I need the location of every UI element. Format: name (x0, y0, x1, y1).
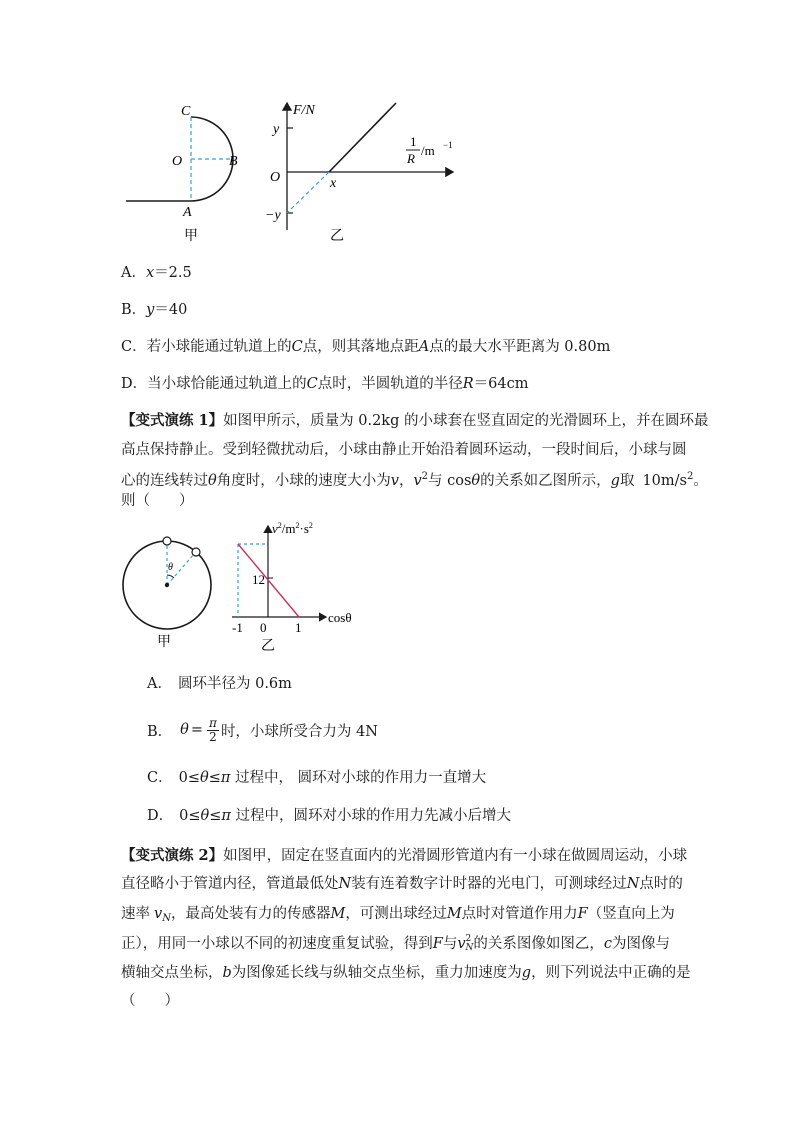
center-dot (165, 583, 169, 587)
origin-label: O (270, 170, 281, 185)
var-c: c (603, 936, 613, 952)
ex2-text: 为图像与 (612, 936, 671, 952)
ex1-line-1 (121, 410, 708, 432)
ex1-line-3 (121, 466, 708, 492)
ex1-text: 与 cos (428, 473, 472, 489)
ex1-text: ， (398, 473, 414, 489)
tick-12-label: 12 (252, 572, 265, 587)
sup: 2 (295, 521, 300, 530)
figure-jia-ring (115, 528, 225, 653)
ex2-line-6 (121, 990, 179, 1012)
sub-n: N (162, 913, 171, 924)
var-pi: π (221, 808, 231, 824)
figure-yi-graph (258, 95, 468, 250)
option-letter: C． (121, 339, 147, 355)
ex1-line-2 (121, 439, 687, 461)
var-v: v (457, 936, 466, 952)
ex2-text: （竖直向上为 (587, 906, 675, 922)
figure-yi-v2-cos (222, 520, 372, 655)
var-c: C (306, 376, 318, 392)
option-text: 过程中，圆环对小球的作用力先减小后增大 (230, 808, 512, 824)
graph-line-solid (329, 103, 396, 172)
option-d-2[interactable] (147, 805, 511, 827)
tick-x-label: x (330, 176, 337, 191)
tick-neg1-label: -1 (232, 620, 243, 635)
ex2-text: 直径略小于管道内径，管道最低处 (121, 876, 339, 892)
tick-1-label: 1 (295, 620, 302, 635)
var-m: M (330, 906, 346, 922)
ex1-text: 高点保持静止。受到轻微扰动后，小球由静止开始沿着圆环运动，一段时间后，小球与圆 (121, 442, 687, 458)
option-c-2[interactable] (147, 767, 486, 789)
ex2-text: 正），用同一小球以不同的初速度重复试验，得到 (121, 936, 433, 952)
option-text: 圆环半径为 0.6m (177, 676, 292, 692)
ex1-text: 取 (619, 473, 635, 489)
unit-s: ·s (299, 521, 309, 536)
label-o: O (172, 154, 183, 169)
tick-y-label: y (273, 122, 280, 137)
option-a-1[interactable] (121, 262, 192, 284)
option-text: 点，则其落地点距 (302, 339, 419, 355)
option-letter: C． (147, 770, 173, 786)
var-a: A (418, 339, 430, 355)
range-text: ≤ (209, 808, 222, 824)
ex1-tag: 【变式演练 1】 (121, 412, 224, 429)
ex1-text: 角度时，小球的速度大小为 (216, 473, 391, 489)
var-x: x (145, 265, 155, 281)
sup-2: 2 (421, 471, 429, 482)
option-text: ＝2.5 (154, 265, 192, 281)
var-c: C (291, 339, 303, 355)
ex2-line-2 (121, 873, 683, 895)
var-m: M (446, 906, 462, 922)
ex2-text: 点时的 (639, 876, 683, 892)
var-theta: θ (180, 722, 189, 738)
equals-sign: = (190, 722, 204, 738)
ex1-line-4 (121, 490, 194, 512)
label-b: B (229, 154, 238, 169)
option-letter: B． (147, 723, 173, 740)
ex2-text: 装有连着数字计时器的光电门，可测球经过 (351, 876, 627, 892)
axis-x-den: R (407, 151, 415, 166)
v-letter: v (272, 521, 278, 536)
option-text: 时，小球所受合力为 4N (220, 723, 378, 740)
ex1-text: 。 (693, 473, 708, 489)
theta-label: θ (168, 562, 173, 573)
sub-n: N (465, 943, 474, 953)
fraction-pi-over-2 (207, 717, 219, 744)
axis-x-num: 1 (410, 134, 417, 149)
tick-neg-y-label: −y (265, 208, 281, 223)
sup: 2 (308, 521, 313, 530)
option-d-1[interactable] (121, 373, 529, 395)
answer-bracket: （ ） (121, 993, 179, 1009)
range-text: 0≤ (179, 808, 201, 824)
axis-y-label-v (272, 521, 313, 536)
axis-x-exp: −1 (443, 140, 453, 150)
var-theta: θ (208, 473, 217, 489)
ex2-text: ，最高处装有力的传感器 (170, 906, 331, 922)
axis-x-label-cos: cosθ (328, 610, 352, 625)
option-b-1[interactable] (121, 299, 187, 321)
option-a-2[interactable] (147, 673, 292, 695)
option-text: 点时，半圆轨道的半径 (317, 376, 463, 392)
var-theta: θ (200, 808, 210, 824)
ball-top (163, 537, 171, 545)
sup-2: 2 (465, 934, 472, 944)
option-letter: A． (121, 265, 146, 281)
ball-moved (192, 548, 200, 556)
option-letter: D． (147, 808, 174, 824)
ex2-text: 速率 (121, 906, 150, 922)
ex2-text: 如图甲，固定在竖直面内的光滑圆形管道内有一小球在做圆周运动，小球 (223, 848, 688, 864)
ex1-text: 如图甲所示，质量为 0.2kg 的小球套在竖直固定的光滑圆环上，并在圆环最 (223, 413, 709, 429)
option-letter: D． (121, 376, 148, 392)
var-v: v (154, 906, 163, 922)
graph-line-dashed (287, 172, 329, 213)
caption-jia: 甲 (184, 229, 198, 244)
ex1-text: 的关系如乙图所示， (480, 473, 611, 489)
option-letter: A． (147, 676, 172, 692)
frac-num: π (209, 715, 217, 730)
ex2-line-4 (121, 933, 670, 955)
option-text: 过程中， 圆环对小球的作用力一直增大 (230, 770, 487, 786)
unit-m: /m (281, 521, 296, 536)
ex2-tag: 【变式演练 2】 (121, 847, 224, 864)
figure-jia-track (118, 98, 281, 248)
option-text: 当小球恰能通过轨道上的 (147, 376, 307, 392)
option-text: ＝40 (154, 302, 188, 318)
ex2-text: 横轴交点坐标， (121, 965, 223, 981)
caption-yi: 乙 (330, 229, 344, 244)
var-n: N (626, 876, 640, 892)
ex2-text: ，可测出球经过 (345, 906, 447, 922)
answer-bracket: 则（ ） (121, 493, 194, 509)
ex2-text: 点时对管道作用力 (461, 906, 578, 922)
range-text: 0≤ (178, 770, 200, 786)
var-theta: θ (199, 770, 209, 786)
axis-y-label: F/N (293, 103, 315, 118)
var-r: R (462, 376, 474, 392)
var-n: N (338, 876, 352, 892)
sup-2: 2 (686, 471, 694, 482)
ex2-line-5 (121, 962, 691, 984)
var-g: g (521, 965, 532, 981)
option-text: ＝64cm (473, 376, 529, 392)
var-f: F (432, 936, 443, 952)
theta-arc (167, 575, 174, 578)
option-text: 若小球能通过轨道上的 (146, 339, 292, 355)
caption-jia-2: 甲 (157, 635, 171, 650)
option-letter: B． (121, 302, 147, 318)
var-theta: θ (471, 473, 481, 489)
label-a: A (183, 205, 192, 220)
var-f: F (577, 906, 588, 922)
ex1-text: 心的连线转过 (121, 473, 208, 489)
option-c-1[interactable] (121, 336, 610, 358)
var-pi: π (220, 770, 231, 786)
var-v-squared: v (413, 473, 422, 489)
ex2-text: 与 (442, 936, 458, 952)
label-c: C (181, 104, 191, 119)
frac-den: 2 (209, 729, 217, 744)
caption-yi-2: 乙 (261, 639, 275, 654)
var-g: g (610, 473, 620, 489)
var-b: b (222, 965, 232, 981)
g-value: 10m/s (642, 473, 687, 489)
range-text: ≤ (208, 770, 221, 786)
option-b-2[interactable] (147, 710, 378, 750)
option-text: 点的最大水平距离为 0.80m (429, 339, 611, 355)
sup: 2 (277, 521, 282, 530)
var-y: y (146, 302, 155, 318)
ex2-text: 的关系图像如图乙， (473, 936, 604, 952)
axis-x-unit: /m (421, 143, 435, 158)
tick-0-label: 0 (260, 620, 267, 635)
ex2-line-1 (121, 845, 687, 867)
var-v: v (390, 473, 399, 489)
ex2-text: ，则下列说法中正确的是 (531, 965, 691, 981)
ex2-line-3 (121, 903, 675, 930)
ex2-text: 为图像延长线与纵轴交点坐标，重力加速度为 (231, 965, 522, 981)
